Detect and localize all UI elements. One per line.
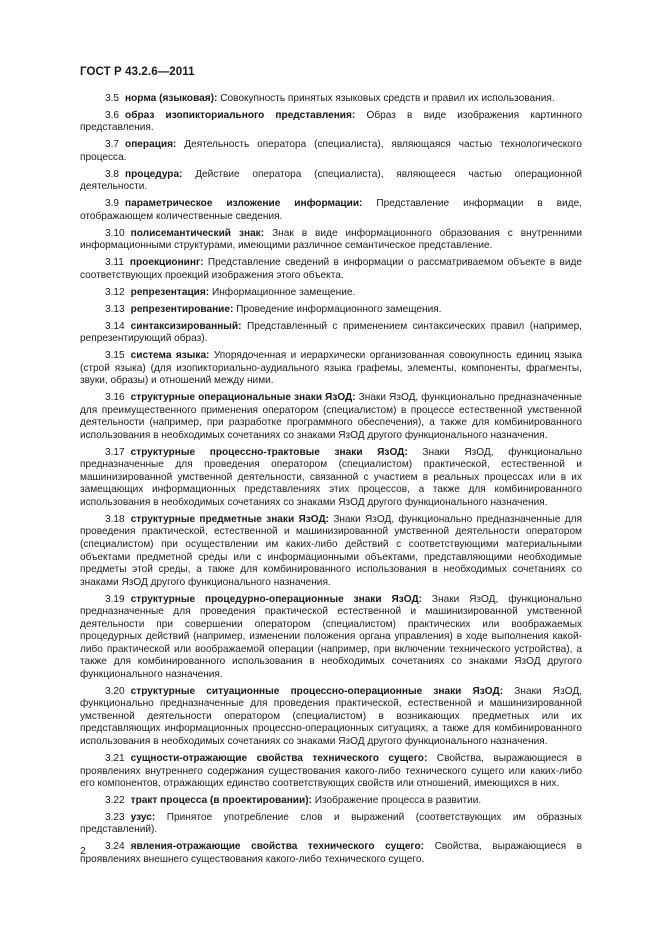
definition-term: репрезентация: [130, 286, 210, 298]
definition-number: 3.21 [105, 752, 125, 764]
definition-term: структурные процессно-трактовые знаки ЯзОД: [130, 446, 408, 458]
definition-entry [80, 169, 582, 194]
definition-number: 3.22 [105, 794, 125, 806]
definition-text: Знаки ЯзОД, функционально предназначенные для проведения практической, естественной и машинизированной умственной деятельности оператором (специалистом) в возникающих предметных или их представляющих информационных процессно-операционных ситуациях, а также для комбинированного использования в необходимых сочетаниях со знаками ЯзОД другого функционального назначения. [80, 685, 582, 748]
definition-text: Представление сведений в информации о рассматриваемом объекте в виде соответствующих проекций изображения этого объекта. [80, 257, 582, 281]
definition-term: структурные предметные знаки ЯзОД: [130, 513, 330, 525]
page-number: 2 [80, 845, 86, 857]
definition-entry [80, 812, 582, 837]
definition-term: синтаксизированный: [130, 320, 242, 332]
definition-number: 3.7 [105, 139, 120, 151]
definition-text: Знак в виде информационного образования с внутренними информационными структурами, имеющими различное семантическое представление. [80, 227, 582, 252]
definition-number: 3.16 [105, 392, 125, 404]
definition-term: структурные процедурно-операционные знаки ЯзОД: [130, 593, 422, 605]
definition-entry [80, 514, 582, 589]
definition-number: 3.20 [105, 685, 125, 697]
definition-text: Знаки ЯзОД, функционально предназначенные для проведения практической, естественной и машинизированной умственной деятельности оператором (специалистом) при осуществлении им каких-либо действий с соответствующими материальными объектами предметной среды или с информационными объектами, представляющими необходимые предметы этой среды, а также для комбинированного использования в необходимых сочетаниях со знаками ЯзОД другого функционального назначения. [80, 513, 582, 588]
definition-term: структурные ситуационные процессно-операционные знаки ЯзОД: [130, 685, 504, 697]
definition-number: 3.11 [105, 257, 124, 269]
definition-number: 3.19 [105, 593, 125, 605]
definition-number: 3.15 [105, 350, 125, 362]
definition-number: 3.23 [105, 811, 125, 823]
definition-text: Знаки ЯзОД, функционально предназначенные для проведения практической естественной и машинизированной умственной деятельности при совершении оператором (специалистом) практических или воображаемых процедурных действий (например, изменении положения органа управления) в ходе выполнения какой-либо практической или воображаемой операции (например, при включении технического устройства), а также для комбинированного использования в необходимых сочетаниях со знаками ЯзОД другого функционального назначения. [80, 593, 583, 680]
definition-term: узус: [130, 811, 156, 823]
definition-entry [80, 321, 582, 346]
definition-entry [80, 287, 582, 300]
definition-number: 3.6 [105, 109, 120, 121]
definition-text: Деятельность оператора (специалиста), являющаяся частью технологического процесса. [80, 139, 582, 163]
definition-text: Принятое употребление слов и выражений (соответствующих им образных представлений). [80, 811, 582, 836]
definition-number: 3.9 [105, 198, 120, 210]
definition-number: 3.24 [105, 841, 125, 853]
definition-number: 3.12 [105, 286, 125, 298]
definition-text: Совокупность принятых языковых средств и правил их использования. [220, 93, 555, 104]
definition-number: 3.5 [105, 93, 120, 104]
definition-term: система языка: [130, 350, 210, 362]
definition-entry [80, 753, 582, 791]
definition-number: 3.18 [105, 513, 125, 525]
definition-term: параметрическое изложение информации: [125, 198, 363, 210]
definition-term: норма (языковая): [125, 93, 218, 104]
definition-term: сущности-отражающие свойства технического сущего: [130, 752, 428, 764]
definition-text: Свойства, выражающиеся в проявлениях внешнего существования какого-либо технического сущего. [80, 841, 582, 865]
definition-text: Упорядоченная и иерархически организованная совокупность единиц языка (строй языка) (для изопиктoриально-аудиального языка графемы, элементы, компоненты, фрагменты, звуки, образы) и отношений между ними. [80, 350, 582, 387]
definition-text: Представление информации в виде, отображающем количественные сведения. [80, 198, 582, 222]
definition-text: Представленный с применением синтаксических правил (например, репрезентирующий образ). [80, 320, 582, 345]
definition-entry [80, 304, 582, 317]
definition-term: репрезентирование: [130, 303, 234, 315]
definition-entry [80, 257, 582, 282]
definition-term: структурные операциональные знаки ЯзОД: [130, 392, 356, 404]
definitions-list [80, 93, 582, 871]
definition-text: Информационное замещение. [211, 286, 356, 298]
definition-term: явления-отражающие свойства технического сущего: [130, 841, 425, 853]
definition-entry [80, 686, 582, 749]
definition-entry [80, 228, 582, 253]
definition-entry [80, 795, 582, 808]
definition-number: 3.13 [105, 303, 125, 315]
definition-text: Проведение информационного замещения. [236, 303, 442, 315]
definition-entry [80, 841, 582, 866]
definition-text: Действие оператора (специалиста), являющееся частью операционной деятельности. [80, 168, 582, 193]
definition-entry [80, 198, 582, 223]
definition-number: 3.8 [105, 168, 120, 180]
definition-entry [80, 594, 582, 682]
definition-number: 3.17 [105, 446, 125, 458]
definition-number: 3.14 [105, 320, 125, 332]
definition-text: Свойства, выражающиеся в проявлениях внутреннего содержания существования какого-либо технического сущего или каких-либо его компонентов, отражающих единство соответствующих свойств или отношений, имеющихся в них. [80, 752, 583, 790]
definition-text: Знаки ЯзОД, функционально предназначенные для проведения оператором (специалистом) практической, естественной и машинизированной умственной деятельности, связанной с участием в реальных процессах или в их замещающих информационных представлениях этих процессов, а также для комбинированного использования в необходимых сочетаниях со знаками ЯзОД другого функционального назначения. [80, 446, 582, 508]
definition-entry [80, 93, 582, 106]
definition-term: образ изопиктoриального представления: [125, 109, 356, 121]
definition-entry [80, 139, 582, 164]
definition-number: 3.10 [105, 227, 125, 239]
definition-term: полисемантический знак: [130, 227, 265, 239]
definition-entry [80, 392, 582, 442]
definition-entry [80, 447, 582, 510]
definition-entry [80, 110, 582, 135]
definition-text: Образ в виде изображения картинного представления. [80, 109, 582, 134]
definition-term: операция: [125, 139, 177, 151]
definition-term: проекционинг: [129, 257, 204, 269]
definition-text: Изображение процесса в развитии. [314, 794, 482, 806]
definition-term: процедура: [125, 168, 183, 180]
definition-text: Знаки ЯзОД, функционально предназначенные для преимущественного применения оператором (специалистом) в процессе естественной умственной деятельности (например, при разработке программного обеспечения), а также для комбинированного использования в необходимых сочетаниях со знаками ЯзОД другого функционального назначения. [80, 392, 582, 441]
definition-term: тракт процесса (в проектировании): [130, 794, 312, 806]
page-header-standard-code: ГОСТ Р 43.2.6—2011 [80, 66, 195, 78]
definition-entry [80, 350, 582, 388]
